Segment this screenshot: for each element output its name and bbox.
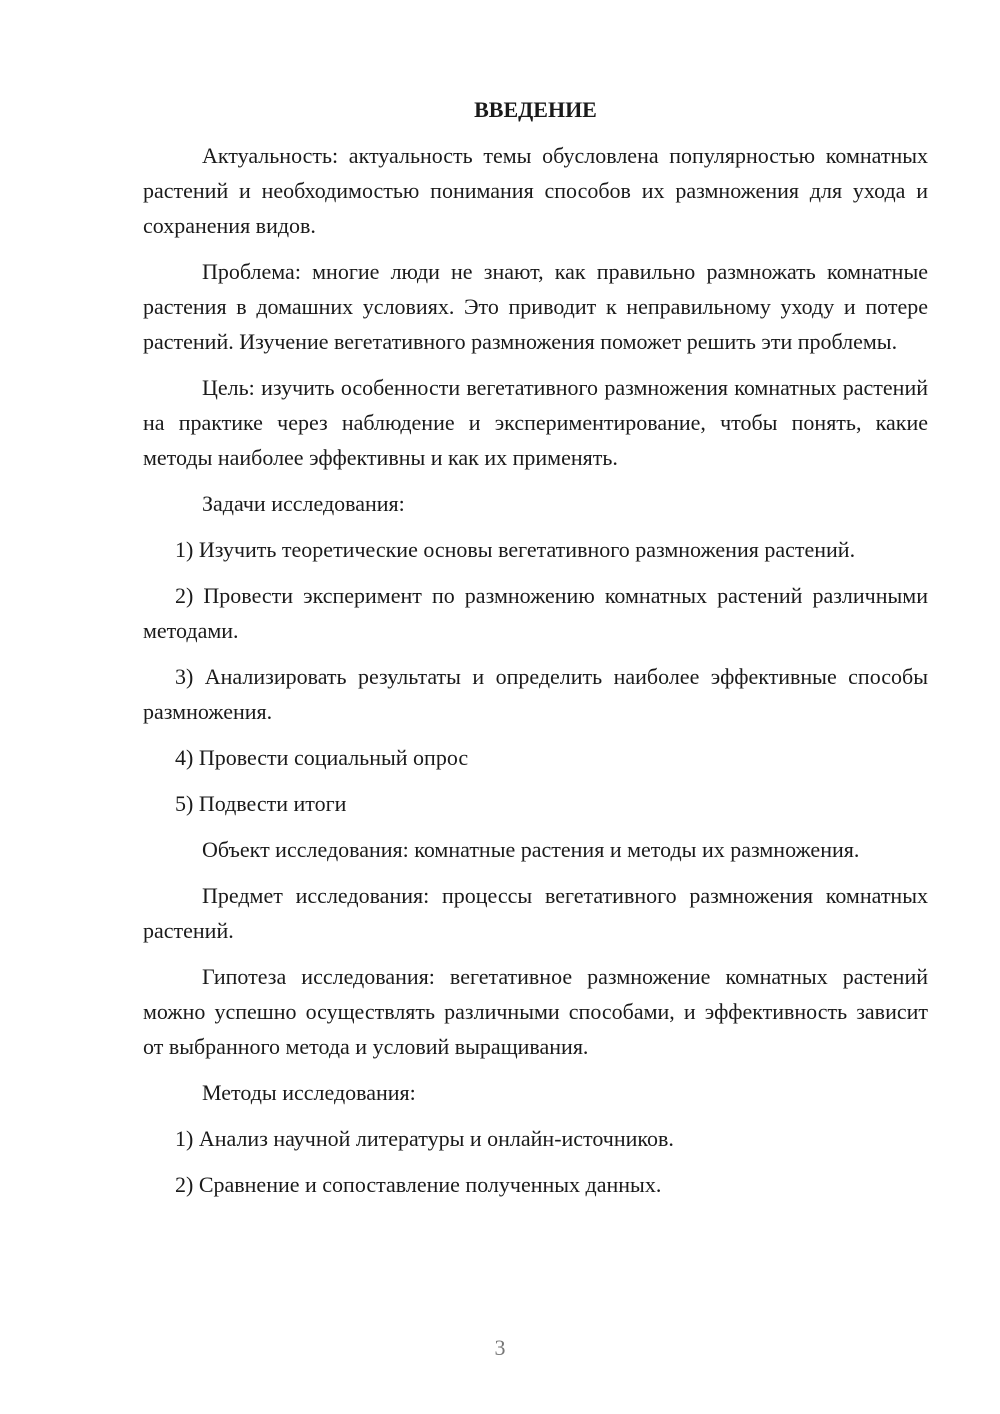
- task-item: 5) Подвести итоги: [175, 791, 347, 816]
- page-number: 3: [494, 1335, 506, 1360]
- goal-paragraph: Цель: изучить особенности вегетативного размножения комнатных растений на практике через наблюдение и экспериментирование, чтобы понять, какие методы наиболее эффективны и как их применять.: [143, 375, 928, 470]
- object-paragraph: Объект исследования: комнатные растения и методы их размножения.: [202, 837, 860, 862]
- page-content: [143, 92, 928, 1213]
- section-title: ВВЕДЕНИЕ: [474, 97, 597, 122]
- method-item: 2) Сравнение и сопоставление полученных данных.: [175, 1172, 662, 1197]
- task-item: 1) Изучить теоретические основы вегетативного размножения растений.: [175, 537, 856, 562]
- relevance-paragraph: Актуальность: актуальность темы обусловлена популярностью комнатных растений и необходимостью понимания способов их размножения для ухода и сохранения видов.: [143, 143, 928, 238]
- methods-heading: Методы исследования:: [202, 1080, 416, 1105]
- tasks-heading: Задачи исследования:: [202, 491, 405, 516]
- method-item: 1) Анализ научной литературы и онлайн-источников.: [175, 1126, 674, 1151]
- task-item: 4) Провести социальный опрос: [175, 745, 469, 770]
- task-item: 2) Провести эксперимент по размножению комнатных растений различными методами.: [143, 583, 928, 643]
- hypothesis-paragraph: Гипотеза исследования: вегетативное размножение комнатных растений можно успешно осуществлять различными способами, и эффективность зависит от выбранного метода и условий выращивания.: [143, 964, 928, 1059]
- subject-paragraph: Предмет исследования: процессы вегетативного размножения комнатных растений.: [143, 883, 928, 943]
- task-item: 3) Анализировать результаты и определить наиболее эффективные способы размножения.: [143, 664, 928, 724]
- problem-paragraph: Проблема: многие люди не знают, как правильно размножать комнатные растения в домашних условиях. Это приводит к неправильному уходу и потере растений. Изучение вегетативного размножения поможет решить эти проблемы.: [143, 259, 928, 354]
